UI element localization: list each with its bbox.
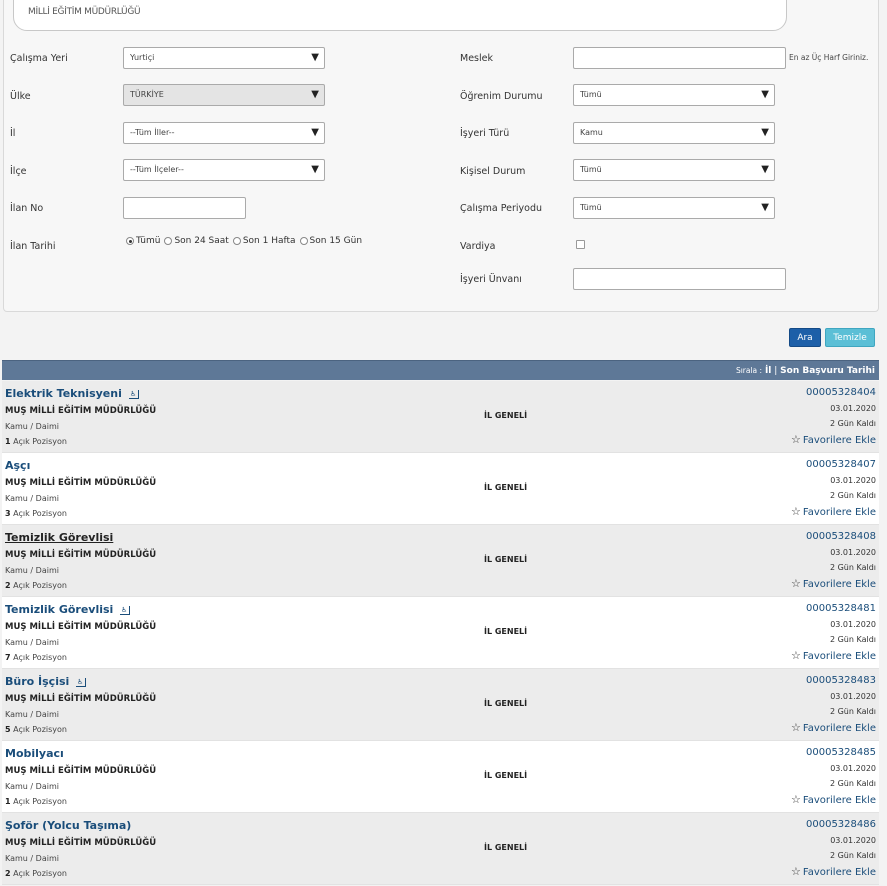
deadline-date: 03.01.2020 [830,692,876,701]
ilan-number-link[interactable]: 00005328408 [806,531,876,542]
dropdown-arrow-icon: ▼ [311,89,319,100]
ogrenim-durumu-select[interactable] [573,84,775,106]
positions-count: 2 [5,869,11,878]
dropdown-arrow-icon: ▼ [311,127,319,138]
scope-label: İL GENELİ [484,699,528,708]
meslek-hint: En az Üç Harf Giriniz. [789,53,869,62]
employment-type: Kamu / Daimi [5,710,59,719]
result-row [2,669,879,741]
search-panel [3,0,879,312]
star-icon: ☆ [791,505,801,518]
employment-type: Kamu / Daimi [5,638,59,647]
employer-name: MUŞ MİLLİ EĞİTİM MÜDÜRLÜĞÜ [5,694,157,704]
wheelchair-accessible-icon: ♿︎ [76,678,86,687]
isyeri-turu-label: İşyeri Türü [460,128,510,139]
ilan-no-input[interactable] [123,197,246,219]
deadline-date: 03.01.2020 [830,764,876,773]
ilan-number-link[interactable]: 00005328486 [806,819,876,830]
sort-prefix: Sırala : [735,366,763,375]
positions-label: Açık Pozisyon [13,725,67,734]
dropdown-arrow-icon: ▼ [311,164,319,175]
favorite-label: Favorilere Ekle [802,723,876,734]
kisisel-durum-value: Tümü [580,165,602,174]
star-icon: ☆ [791,577,801,590]
positions-label: Açık Pozisyon [13,509,67,518]
keyword-search-input[interactable]: MİLLİ EĞİTİM MÜDÜRLÜĞÜ [13,0,787,31]
positions-label: Açık Pozisyon [13,581,67,590]
favorite-label: Favorilere Ekle [802,795,876,806]
calisma-yeri-value: Yurtiçi [130,53,155,62]
sort-bar [2,360,879,380]
add-favorite-button[interactable] [791,505,876,518]
clear-button[interactable]: Temizle [825,328,875,347]
deadline-date: 03.01.2020 [830,476,876,485]
calisma-periyodu-label: Çalışma Periyodu [460,203,543,214]
open-positions [5,653,67,662]
ulke-value: TÜRKİYE [130,90,164,99]
favorite-label: Favorilere Ekle [802,507,876,518]
result-row [2,741,879,813]
open-positions [5,797,67,806]
positions-count: 7 [5,653,11,662]
star-icon: ☆ [791,793,801,806]
employment-type: Kamu / Daimi [5,782,59,791]
employer-name: MUŞ MİLLİ EĞİTİM MÜDÜRLÜĞÜ [5,766,157,776]
calisma-yeri-select[interactable] [123,47,325,69]
wheelchair-accessible-icon: ♿︎ [129,390,139,399]
star-icon: ☆ [791,865,801,878]
isyeri-unvani-label: İşyeri Ünvanı [460,274,522,285]
result-row [2,453,879,525]
radio-label: Tümü [136,236,161,246]
deadline-date: 03.01.2020 [830,836,876,845]
isyeri-unvani-input[interactable] [573,268,786,290]
employer-name: MUŞ MİLLİ EĞİTİM MÜDÜRLÜĞÜ [5,406,157,416]
employer-name: MUŞ MİLLİ EĞİTİM MÜDÜRLÜĞÜ [5,550,157,560]
positions-label: Açık Pozisyon [13,653,67,662]
vardiya-checkbox[interactable] [576,240,585,249]
search-button[interactable]: Ara [789,328,821,347]
radio-checked-icon [126,237,134,245]
add-favorite-button[interactable] [791,649,876,662]
il-label: İl [10,128,16,139]
dropdown-arrow-icon: ▼ [761,202,769,213]
kisisel-durum-label: Kişisel Durum [460,166,526,177]
job-title-link[interactable]: Mobilyacı [5,747,64,760]
deadline-date: 03.01.2020 [830,620,876,629]
result-row [2,381,879,453]
radio-label: Son 1 Hafta [242,236,296,246]
radio-son-15-gun[interactable] [300,236,362,246]
ilan-tarihi-label: İlan Tarihi [10,241,56,252]
ilce-value: --Tüm İlçeler-- [130,165,184,174]
favorite-label: Favorilere Ekle [802,579,876,590]
favorite-label: Favorilere Ekle [802,435,876,446]
job-title-link[interactable]: Elektrik Teknisyeni [5,387,122,400]
il-value: --Tüm İller-- [130,128,175,137]
vardiya-label: Vardiya [460,241,496,252]
favorite-label: Favorilere Ekle [802,867,876,878]
ulke-select [123,84,325,106]
scope-label: İL GENELİ [484,627,528,636]
ilan-number-link[interactable]: 00005328483 [806,675,876,686]
kisisel-durum-select[interactable] [573,159,775,181]
employment-type: Kamu / Daimi [5,422,59,431]
positions-count: 1 [5,437,11,446]
dropdown-arrow-icon: ▼ [761,89,769,100]
radio-label: Son 24 Saat [174,236,229,246]
job-title-link[interactable]: Şoför (Yolcu Taşıma) [5,819,132,832]
days-remaining: 2 Gün Kaldı [829,419,876,428]
positions-count: 1 [5,797,11,806]
calisma-yeri-label: Çalışma Yeri [10,53,68,64]
result-row [2,813,879,885]
star-icon: ☆ [791,433,801,446]
positions-label: Açık Pozisyon [13,869,67,878]
job-title-link[interactable]: Büro İşçisi [5,675,70,688]
deadline-date: 03.01.2020 [830,548,876,557]
meslek-label: Meslek [460,53,493,64]
ogrenim-durumu-value: Tümü [580,90,602,99]
employer-name: MUŞ MİLLİ EĞİTİM MÜDÜRLÜĞÜ [5,478,157,488]
days-remaining: 2 Gün Kaldı [829,851,876,860]
employer-name: MUŞ MİLLİ EĞİTİM MÜDÜRLÜĞÜ [5,622,157,632]
open-positions [5,509,67,518]
radio-son-24-saat[interactable] [164,236,228,246]
deadline-date: 03.01.2020 [830,404,876,413]
days-remaining: 2 Gün Kaldı [829,635,876,644]
scope-label: İL GENELİ [484,555,528,564]
sort-by-il[interactable]: İl [764,366,772,376]
job-title-link[interactable]: Aşçı [5,459,31,472]
calisma-periyodu-select[interactable] [573,197,775,219]
scope-label: İL GENELİ [484,483,528,492]
job-title-link[interactable]: Temizlik Görevlisi [5,603,114,616]
open-positions [5,869,67,878]
positions-label: Açık Pozisyon [13,797,67,806]
radio-tumu[interactable] [126,236,160,246]
ilan-tarihi-radio-group [126,236,362,246]
star-icon: ☆ [791,649,801,662]
result-row [2,525,879,597]
il-select[interactable] [123,122,325,144]
open-positions [5,725,67,734]
ilce-select[interactable] [123,159,325,181]
ogrenim-durumu-label: Öğrenim Durumu [460,91,543,102]
meslek-input[interactable] [573,47,786,69]
ulke-label: Ülke [10,91,31,102]
radio-label: Son 15 Gün [309,236,363,246]
days-remaining: 2 Gün Kaldı [829,707,876,716]
ilan-no-label: İlan No [10,203,44,214]
positions-label: Açık Pozisyon [13,437,67,446]
isyeri-turu-select[interactable] [573,122,775,144]
employment-type: Kamu / Daimi [5,854,59,863]
add-favorite-button[interactable] [791,433,876,446]
positions-count: 2 [5,581,11,590]
isyeri-turu-value: Kamu [580,128,603,137]
scope-label: İL GENELİ [484,843,528,852]
positions-count: 3 [5,509,11,518]
radio-unchecked-icon [300,237,308,245]
ilan-number-link[interactable]: 00005328481 [806,603,876,614]
ilan-number-link[interactable]: 00005328485 [806,747,876,758]
open-positions [5,581,67,590]
open-positions [5,437,67,446]
sort-by-date[interactable]: Son Başvuru Tarihi [780,366,875,376]
scope-label: İL GENELİ [484,411,528,420]
wheelchair-accessible-icon: ♿︎ [120,606,130,615]
employment-type: Kamu / Daimi [5,566,59,575]
days-remaining: 2 Gün Kaldı [829,563,876,572]
ilan-number-link[interactable]: 00005328404 [806,387,876,398]
add-favorite-button[interactable] [791,793,876,806]
positions-count: 5 [5,725,11,734]
radio-unchecked-icon [164,237,172,245]
add-favorite-button[interactable] [791,865,876,878]
dropdown-arrow-icon: ▼ [311,52,319,63]
job-title-link[interactable]: Temizlik Görevlisi [5,531,114,544]
dropdown-arrow-icon: ▼ [761,164,769,175]
star-icon: ☆ [791,721,801,734]
favorite-label: Favorilere Ekle [802,651,876,662]
radio-son-1-hafta[interactable] [233,236,296,246]
calisma-periyodu-value: Tümü [580,203,602,212]
result-list [2,381,879,885]
scope-label: İL GENELİ [484,771,528,780]
add-favorite-button[interactable] [791,721,876,734]
employment-type: Kamu / Daimi [5,494,59,503]
add-favorite-button[interactable] [791,577,876,590]
employer-name: MUŞ MİLLİ EĞİTİM MÜDÜRLÜĞÜ [5,838,157,848]
sort-separator: | [774,366,778,376]
result-row [2,597,879,669]
days-remaining: 2 Gün Kaldı [829,779,876,788]
days-remaining: 2 Gün Kaldı [829,491,876,500]
radio-unchecked-icon [233,237,241,245]
ilce-label: İlçe [10,166,27,177]
ilan-number-link[interactable]: 00005328407 [806,459,876,470]
dropdown-arrow-icon: ▼ [761,127,769,138]
